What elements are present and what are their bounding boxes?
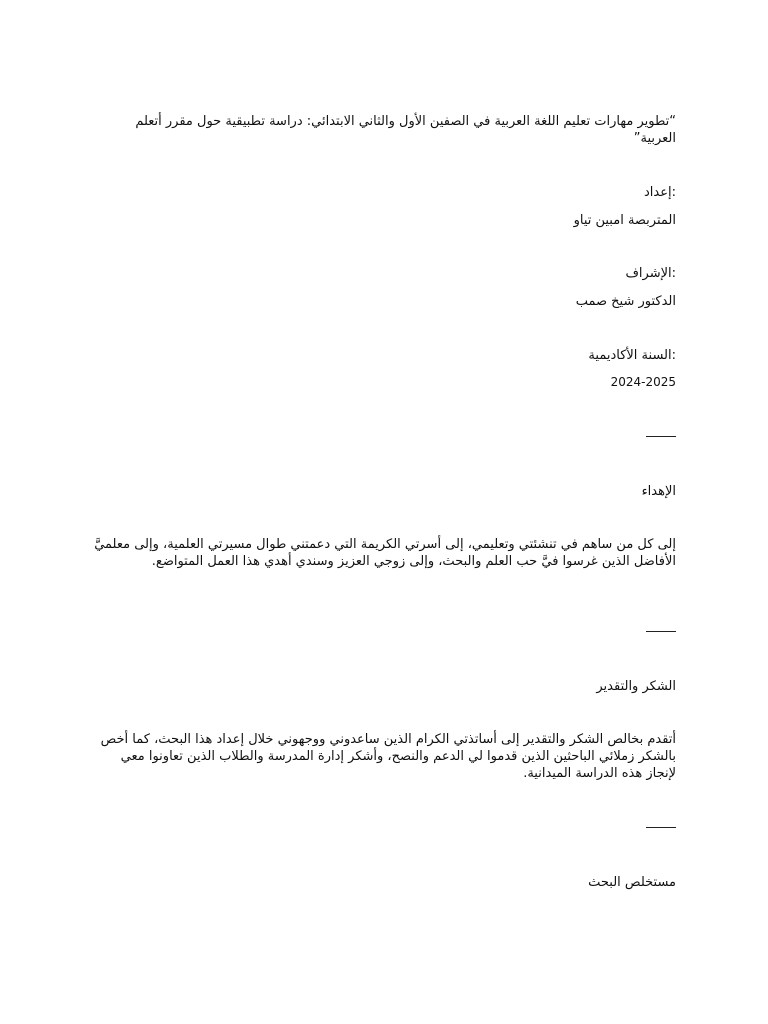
academic-year-value: 2024-2025 bbox=[610, 375, 676, 389]
supervisor-name: الدكتور شيخ صمب bbox=[575, 294, 676, 309]
prepared-by-name: المتربصة امبين تياو bbox=[573, 213, 676, 228]
acknowledgment-heading: الشكر والتقدير bbox=[596, 679, 676, 694]
section-divider bbox=[646, 436, 676, 437]
research-title: “تطوير مهارات تعليم اللغة العربية في الصفين الأول والثاني الابتدائي: دراسة تطبيقية حول مقرر أتعلم العربية” bbox=[135, 114, 676, 146]
section-divider bbox=[646, 827, 676, 828]
abstract-heading: مستخلص البحث bbox=[588, 875, 676, 890]
dedication-heading: الإهداء bbox=[641, 484, 676, 499]
academic-year-label: :السنة الأكاديمية bbox=[588, 348, 676, 363]
supervision-label: :الإشراف bbox=[625, 266, 676, 281]
prepared-by-label: :إعداد bbox=[644, 185, 676, 200]
acknowledgment-body: أتقدم بخالص الشكر والتقدير إلى أساتذتي الكرام الذين ساعدوني ووجهوني خلال إعداد هذا البحث، كما أخص بالشكر زملائي الباحثين الذين قدموا لي الدعم والنصح، وأشكر إدارة المدرسة والطلاب الذين تعاونوا معي لإنجاز هذه الدراسة الميدانية. bbox=[100, 732, 676, 781]
dedication-body: إلى كل من ساهم في تنشئتي وتعليمي، إلى أسرتي الكريمة التي دعمتني طوال مسيرتي العلمية، وإلى معلميَّ الأفاضل الذين غرسوا فيَّ حب العلم والبحث، وإلى زوجي العزيز وسندي أهدي هذا العمل المتواضع. bbox=[94, 537, 676, 569]
section-divider bbox=[646, 631, 676, 632]
